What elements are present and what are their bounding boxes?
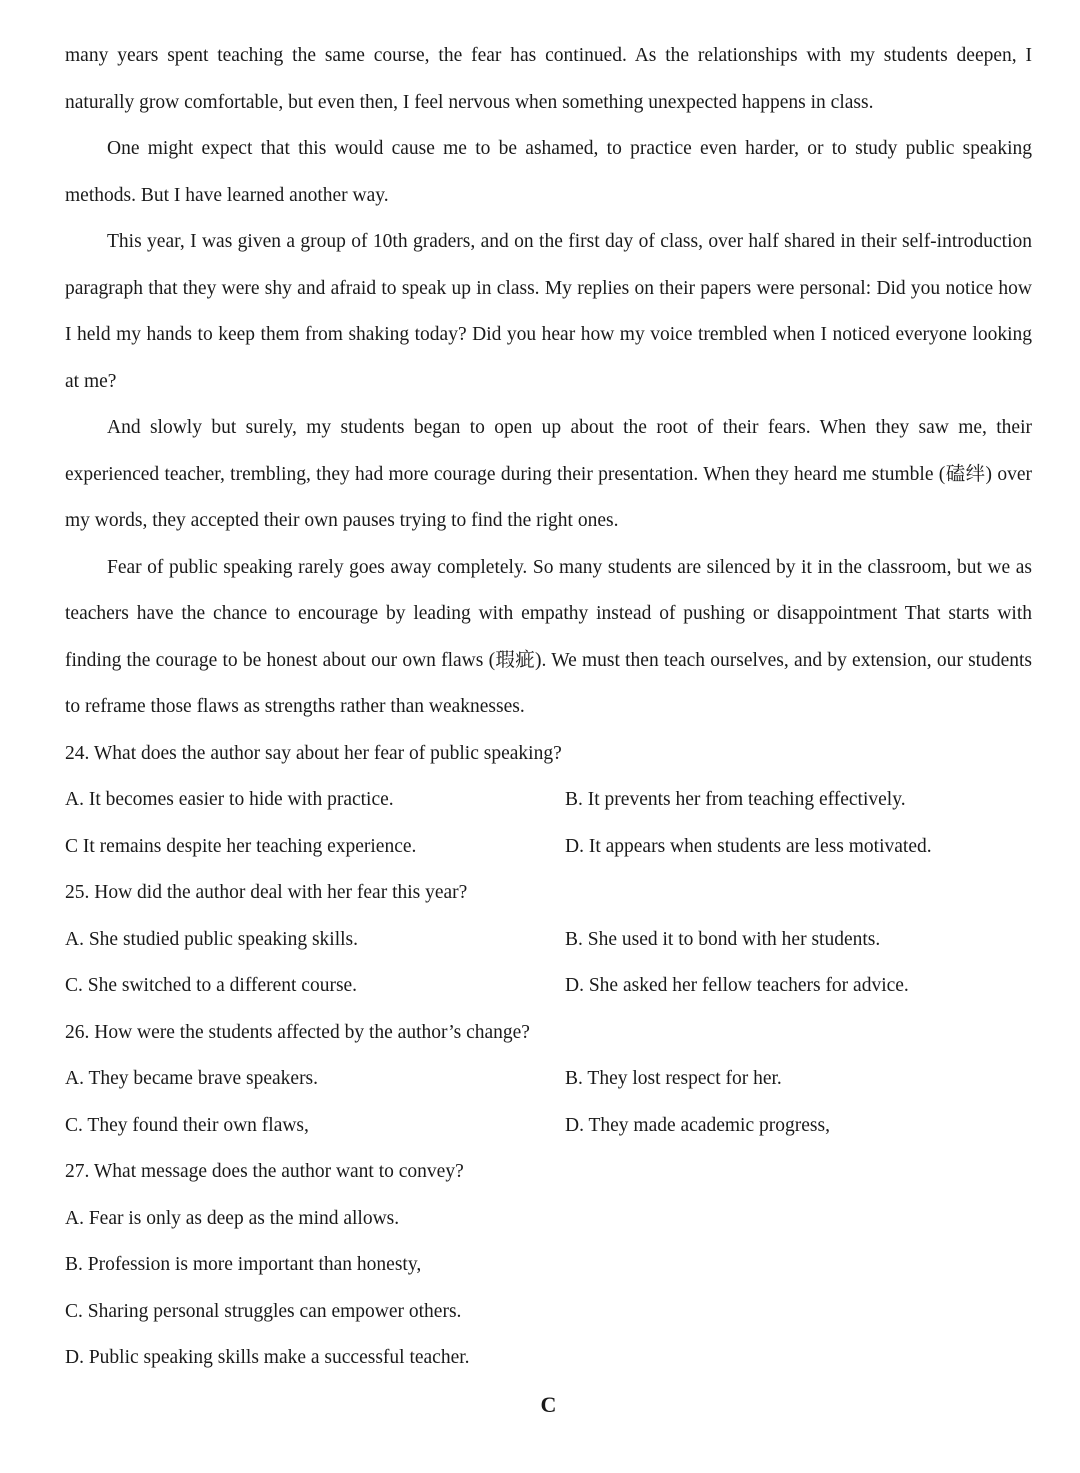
option-grid xyxy=(65,917,1032,1010)
option-grid xyxy=(65,1056,1032,1149)
question-26 xyxy=(65,1010,1032,1150)
option-grid xyxy=(65,777,1032,870)
document-page xyxy=(65,33,1032,1428)
passage-paragraph: This year, I was given a group of 10th graders, and on the first day of class, over half shared in their self-introduction paragraph that they were shy and afraid to speak up in class. My replies on their papers were personal: Did you notice how I held my hands to keep them from shaking today? Did you hear how my voice trembled when I noticed everyone looking at me? xyxy=(65,231,1032,392)
option-b: B. Profession is more important than honesty, xyxy=(65,1254,422,1275)
option-c: C It remains despite her teaching experience. xyxy=(65,835,417,857)
option-a: A. She studied public speaking skills. xyxy=(65,928,359,950)
option-b: B. They lost respect for her. xyxy=(565,1068,782,1089)
passage-paragraph: Fear of public speaking rarely goes away completely. So many students are silenced by it in the classroom, but we as teachers have the chance to encourage by leading with empathy instead of pushing or disappointment That starts with finding the courage to be honest about our own flaws (瑕疵). We must then teach ourselves, and by extension, our students to reframe those flaws as strengths rather than weaknesses. xyxy=(65,556,1032,717)
question-24 xyxy=(65,731,1032,871)
reading-passage xyxy=(65,33,1032,731)
option-d: D. She asked her fellow teachers for advice. xyxy=(565,975,909,996)
option-a: A. It becomes easier to hide with practice. xyxy=(65,789,394,810)
question-25 xyxy=(65,870,1032,1010)
question-27 xyxy=(65,1149,1032,1382)
option-d: D. It appears when students are less motivated. xyxy=(565,835,932,857)
option-c: C. She switched to a different course. xyxy=(65,975,358,996)
question-stem: 24. What does the author say about her fear of public speaking? xyxy=(65,742,562,764)
option-c: C. Sharing personal struggles can empower others. xyxy=(65,1300,462,1322)
option-a: A. They became brave speakers. xyxy=(65,1068,319,1089)
question-stem: 26. How were the students affected by the author’s change? xyxy=(65,1021,530,1043)
option-c: C. They found their own flaws, xyxy=(65,1114,309,1136)
option-list xyxy=(65,1196,1032,1382)
passage-paragraph: many years spent teaching the same course, the fear has continued. As the relationships with my students deepen, I naturally grow comfortable, but even then, I feel nervous when something unexpected happens in class. xyxy=(65,45,1032,113)
question-stem: 25. How did the author deal with her fear this year? xyxy=(65,882,468,903)
option-b: B. She used it to bond with her students. xyxy=(565,928,881,950)
option-b: B. It prevents her from teaching effectively. xyxy=(565,789,906,810)
option-d: D. Public speaking skills make a successful teacher. xyxy=(65,1347,470,1368)
passage-paragraph: And slowly but surely, my students began to open up about the root of their fears. When they saw me, their experienced teacher, trembling, they had more courage during their presentation. When they heard me stumble (磕绊) over my words, they accepted their own pauses trying to find the right ones. xyxy=(65,417,1032,531)
passage-paragraph: One might expect that this would cause me to be ashamed, to practice even harder, or to study public speaking methods. But I have learned another way. xyxy=(65,138,1032,206)
option-d: D. They made academic progress, xyxy=(565,1114,830,1136)
section-heading: C xyxy=(540,1391,557,1417)
question-stem: 27. What message does the author want to convey? xyxy=(65,1161,464,1182)
option-a: A. Fear is only as deep as the mind allows. xyxy=(65,1207,400,1229)
